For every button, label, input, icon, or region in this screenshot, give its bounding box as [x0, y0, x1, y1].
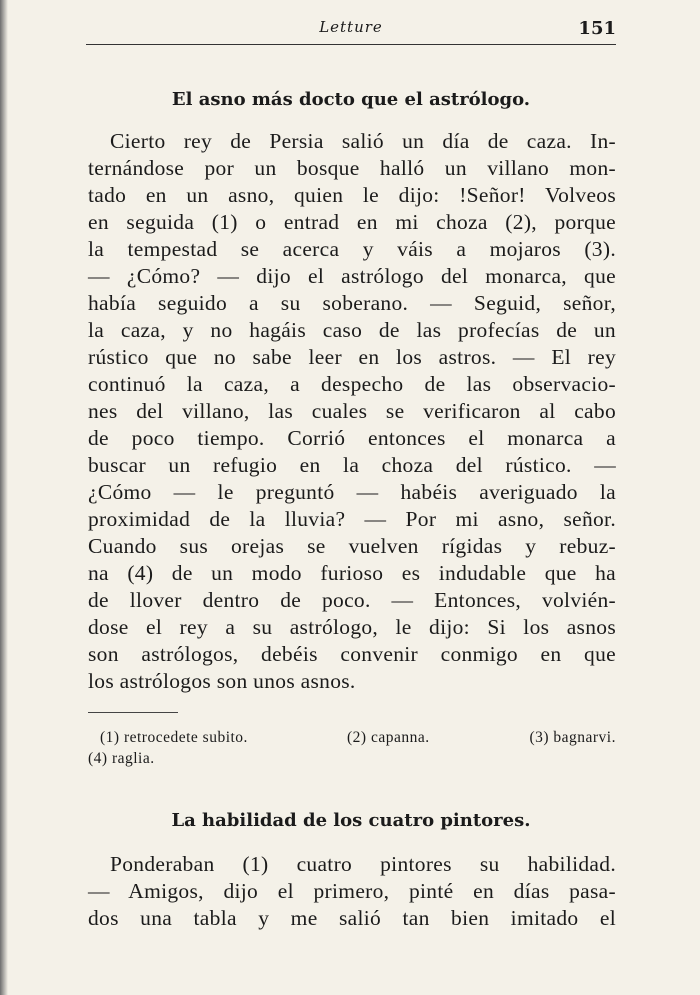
text-line: los astrólogos son unos asnos. [88, 669, 356, 693]
footnote-4: (4) raglia. [88, 750, 155, 767]
text-line: en seguida (1) o entrad en mi choza (2), porque [88, 210, 616, 234]
text-line: tado en un asno, quien le dijo: !Señor! Volveos [88, 183, 616, 207]
text-line: ¿Cómo — le preguntó — habéis averiguado la [88, 480, 616, 504]
footnote-3: (3) bagnarvi. [529, 729, 616, 746]
text-line: ternándose por un bosque halló un villano mon- [88, 156, 616, 180]
text-line: na (4) de un modo furioso es indudable que ha [88, 561, 616, 585]
text-line: nes del villano, las cuales se verificaron al cabo [88, 399, 616, 423]
running-title: Letture [319, 18, 383, 36]
text-line: la tempestad se acerca y váis a mojaros (3). [88, 237, 616, 261]
running-head [86, 14, 616, 45]
text-line: — Amigos, dijo el primero, pinté en días pasa- [88, 879, 616, 903]
story-title-pintores: La habilidad de los cuatro pintores. [171, 810, 531, 831]
text-line: la caza, y no hagáis caso de las profecías de un [88, 318, 616, 342]
text-line: dos una tabla y me salió tan bien imitado el [88, 906, 616, 930]
story-title-asno: El asno más docto que el astrólogo. [171, 89, 531, 110]
text-line: dose el rey a su astrólogo, le dijo: Si los asnos [88, 615, 616, 639]
text-line: de poco tiempo. Corrió entonces el monarca a [88, 426, 616, 450]
text-line: Ponderaban (1) cuatro pintores su habilidad. [110, 852, 616, 876]
page-number: 151 [578, 18, 616, 39]
text-line: Cierto rey de Persia salió un día de caza. In- [110, 129, 616, 153]
text-line: son astrólogos, debéis convenir conmigo en que [88, 642, 616, 666]
text-line: proximidad de la lluvia? — Por mi asno, señor. [88, 507, 616, 531]
text-line: — ¿Cómo? — dijo el astrólogo del monarca, que [88, 264, 616, 288]
text-line: rústico que no sabe leer en los astros. — El rey [88, 345, 616, 369]
binding-edge-shadow [0, 0, 8, 995]
text-line: había seguido a su soberano. — Seguid, señor, [88, 291, 616, 315]
footnote-1: (1) retrocedete subito. [100, 729, 248, 746]
footnote-divider [88, 712, 178, 713]
text-line: de llover dentro de poco. — Entonces, volvién- [88, 588, 616, 612]
text-line: continuó la caza, a despecho de las observacio- [88, 372, 616, 396]
text-line: Cuando sus orejas se vuelven rígidas y rebuz- [88, 534, 616, 558]
text-line: buscar un refugio en la choza del rústico. — [88, 453, 616, 477]
footnote-2: (2) capanna. [347, 729, 430, 746]
